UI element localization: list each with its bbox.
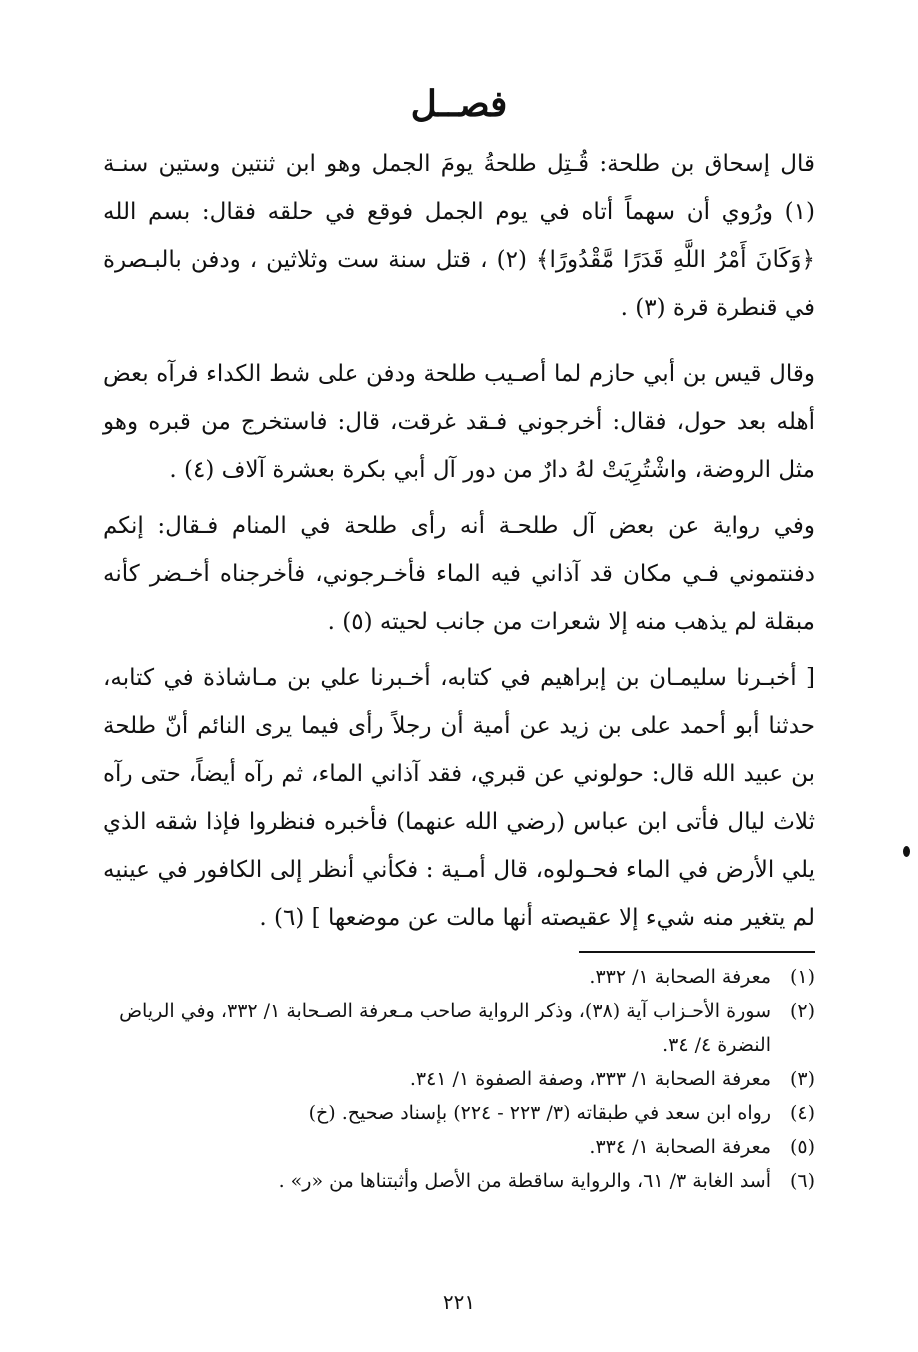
footnote-number: (٣) <box>789 1068 815 1090</box>
footnote-text: رواه ابن سعد في طبقاته (٣/ ٢٢٣ - ٢٢٤) بإسناد صحيح. (خ) <box>308 1102 771 1124</box>
footnote-number: (٦) <box>789 1170 815 1192</box>
footnotes-list <box>103 960 815 1198</box>
footnote-item <box>103 994 815 1062</box>
page-number: ٢٢١ <box>442 1290 476 1314</box>
paragraph-qays-ibn-abi-hazim: وقال قيس بن أبي حازم لما أصـيب طلحة ودفن على شط الكداء فرآه بعض أهله بعد حول، فقال: أخرجوني فـقد غرقت، قال: فاستخرج من قبره وهو مثل الروضة، واشْتُرِيَتْ لهُ دارٌ من دور آل أبي بكرة بعشرة آلاف (٤) . <box>103 361 815 483</box>
paragraph-dream-narration: وفي رواية عن بعض آل طلحـة أنه رأى طلحة في المنام فـقال: إنكم دفنتموني فـي مكان قد آذاني فيه الماء فأخـرجوني، فأخرجناه أخـضر كأنه مبقلة لم يذهب منه إلا شعرات من جانب لحيته (٥) . <box>103 513 815 635</box>
footnote-item <box>103 1062 815 1096</box>
footnote-item <box>103 1130 815 1164</box>
footnote-number: (٢) <box>789 1000 815 1022</box>
footnote-number: (٥) <box>789 1136 815 1158</box>
footnote-text: معرفة الصحابة ١/ ٣٣٣، وصفة الصفوة ١/ ٣٤١. <box>409 1068 771 1090</box>
footnote-item <box>103 1164 815 1198</box>
paragraph-ishaq-ibn-talha: قال إسحاق بن طلحة: قُـتِل طلحةُ يومَ الجمل وهو ابن ثنتين وستين سنـة (١) ورُوي أن سهماً أتاه في يوم الجمل فوقع في حلقه فقال: بسم الله ﴿وَكَانَ أَمْرُ اللَّهِ قَدَرًا مَّقْدُورًا﴾ (٢) ، قتل سنة ست وثلاثين ، ودفن بالبـصرة في قنطرة قرة (٣) . <box>103 151 815 321</box>
section-title: فصــل <box>410 83 508 125</box>
footnote-item <box>103 1096 815 1130</box>
footnote-text: معرفة الصحابة ١/ ٣٣٢. <box>589 966 771 988</box>
footnote-text: سورة الأحـزاب آية (٣٨)، وذكر الرواية صاحب مـعرفة الصـحابة ١/ ٣٣٢، وفي الرياض النضرة ٤/ ٣٤. <box>119 1000 771 1056</box>
footnote-text: معرفة الصحابة ١/ ٣٣٤. <box>589 1136 771 1158</box>
footnote-item <box>103 960 815 994</box>
footnote-divider <box>579 951 815 953</box>
paragraph-sulayman-narration: [ أخبـرنا سليمـان بن إبراهيم في كتابه، أخـبرنا علي بن مـاشاذة في كتابه، حدثنا أبو أحمد على بن زيد عن أمية أن رجلاً رأى فيما يرى النائم أنّ طلحة بن عبيد الله قال: حولوني عن قبري، فقد آذاني الماء، ثم رآه أيضاً، حتى رآه ثلاث ليال فأتى ابن عباس (رضي الله عنهما) فأخبره فنظروا فإذا شقه الذي يلي الأرض في الماء فحـولوه، قال أمـية : فكأني أنظر إلى الكافور في عينيه لم يتغير منه شيء إلا عقيصته أنها مالت عن موضعها ] (٦) . <box>103 665 815 931</box>
footnote-text: أسد الغابة ٣/ ٦١، والرواية ساقطة من الأصل وأثبتناها من «ر» . <box>278 1170 771 1192</box>
footnote-number: (١) <box>789 966 815 988</box>
margin-mark <box>903 846 910 857</box>
footnote-number: (٤) <box>789 1102 815 1124</box>
